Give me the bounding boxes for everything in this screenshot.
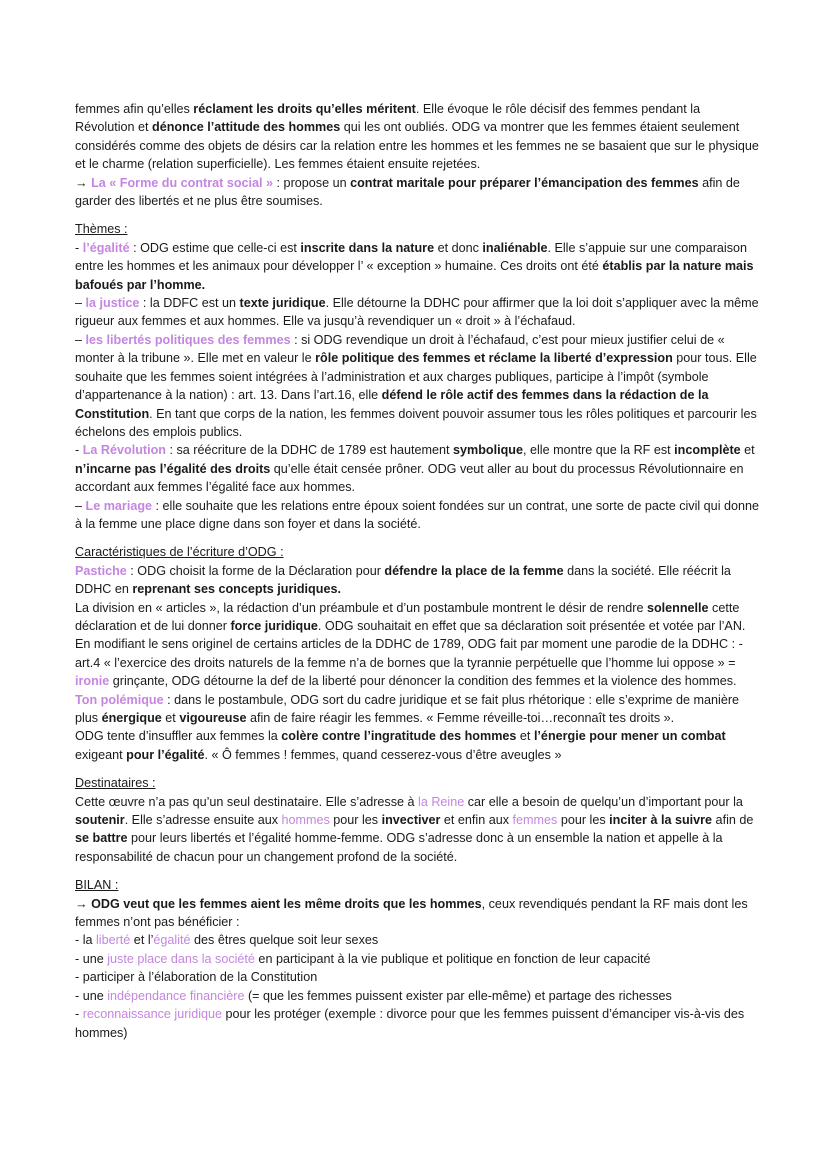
bold-text: inaliénable — [482, 240, 548, 255]
bold-text: → ODG veut que les femmes aient les même droits que les hommes — [75, 896, 482, 911]
bold-text: se battre — [75, 831, 128, 846]
bilan-heading: BILAN : — [75, 878, 119, 893]
text-run: : ODG estime que celle-ci est — [129, 240, 301, 255]
highlight-keyword: Ton polémique — [75, 692, 164, 707]
bold-text: inscrite dans la nature — [300, 240, 435, 255]
bold-text: reprenant ses concepts juridiques. — [132, 582, 341, 597]
highlight-keyword: Le mariage — [85, 498, 153, 513]
text-run: . Elle s’adresse ensuite aux — [124, 813, 282, 828]
bold-text: défendre la place de la femme — [384, 563, 564, 578]
text-run: et donc — [434, 240, 483, 255]
destinataires-section — [75, 774, 760, 866]
text-run: , ceux revendiqués pendant la RF mais dont les femmes n’ont pas bénéficier : — [75, 896, 748, 930]
theme-justice — [75, 294, 760, 331]
text-run: : sa réécriture de la DDHC de 1789 est hautement — [165, 443, 453, 458]
text-run: - — [75, 240, 83, 255]
highlight-text: indépendance financière — [107, 988, 245, 1003]
bold-text: vigoureuse — [179, 711, 247, 725]
text-run: qu’elle était censée prôner. ODG veut aller au bout du processus Révolutionnaire en accordant aux femmes l’égalité face aux hommes. — [75, 461, 744, 495]
text-run: – — [75, 296, 86, 311]
themes-section — [75, 220, 760, 533]
text-run: dans la société. Elle réécrit la DDHC en — [75, 563, 731, 597]
ecriture-ton-polemique — [75, 691, 760, 728]
text-run: - une — [75, 988, 108, 1003]
text-run: femmes afin qu’elles — [75, 102, 194, 116]
destinataires-paragraph — [75, 793, 760, 867]
bold-text: rôle politique des femmes et réclame la liberté d’expression — [315, 351, 673, 366]
text-run: exigeant — [75, 747, 127, 762]
text-run: car elle a besoin de quelqu’un d’important pour la — [464, 794, 743, 809]
text-run: cette déclaration et de lui donner — [75, 600, 740, 633]
highlight-text: femmes — [512, 813, 558, 828]
highlight-keyword: les libertés politiques des femmes — [85, 332, 291, 347]
text-run: : propose un — [273, 175, 351, 190]
text-run: : si ODG revendique un droit à l’échafaud, c’est pour mieux justifier celui de « monter à la tribune ». Elle met en valeur le — [75, 332, 725, 366]
bold-text: texte juridique — [239, 296, 326, 311]
text-run: . « Ô femmes ! femmes, quand cesserez-vous d’être aveugles » — [204, 747, 562, 762]
ecriture-parodie — [75, 635, 760, 690]
bold-text: pour l’égalité — [126, 747, 205, 762]
bilan-item — [75, 950, 760, 968]
bilan-item — [75, 987, 760, 1005]
highlight-keyword: La Révolution — [82, 443, 166, 458]
text-run: et — [161, 711, 180, 725]
bold-text: énergique — [101, 711, 162, 725]
ecriture-colere — [75, 727, 760, 764]
text-run: afin de garder des libertés et ne plus être soumises. — [75, 175, 740, 209]
intro-paragraph — [75, 100, 760, 174]
bold-text: n’incarne pas l’égalité des droits — [75, 461, 271, 476]
text-run: - une — [75, 951, 108, 966]
text-run: afin de faire réagir les femmes. « Femme réveille-toi…reconnaît tes droits ». — [246, 711, 675, 725]
bold-text: soutenir — [75, 813, 125, 828]
highlight-keyword: Pastiche — [75, 563, 127, 578]
text-run: - — [75, 443, 83, 458]
theme-revolution — [75, 441, 760, 496]
text-run: , elle montre que la RF est — [522, 443, 675, 458]
bold-text: force juridique — [230, 618, 318, 633]
text-run: et — [740, 443, 755, 458]
highlight-text: la Reine — [418, 794, 465, 809]
theme-egalite — [75, 239, 760, 294]
text-run: qui les ont oubliés. ODG va montrer que les femmes étaient seulement considérés comme des objets de désirs car la relation entre les hommes et les femmes ne se basaient que sur le physique et le charme (relation superficielle). Les femmes étaient ensuite rejetées. — [75, 120, 759, 172]
destinataires-heading: Destinataires : — [75, 776, 156, 791]
bilan-item — [75, 1005, 760, 1042]
themes-heading: Thèmes : — [75, 222, 128, 237]
text-run: et — [516, 729, 534, 744]
text-run: afin de — [712, 813, 754, 828]
text-run: : ODG choisit la forme de la Déclaration pour — [126, 563, 385, 578]
bilan-item — [75, 931, 760, 949]
text-run: et l’ — [130, 933, 154, 948]
text-run: : la DDFC est un — [139, 296, 240, 311]
intro-section — [75, 100, 760, 210]
text-run: pour leurs libertés et l’égalité homme-femme. ODG s’adresse donc à un ensemble la nation et appelle à la responsabilité de chacun pour un changement profond de la société. — [75, 831, 723, 864]
text-run: . Elle s’appuie sur une comparaison entre les hommes et les animaux pour développer l’ « exception » humaine. Ces droits ont été — [75, 240, 747, 274]
highlight-keyword: La « Forme du contrat social » — [91, 175, 274, 190]
document-body — [75, 100, 760, 1042]
text-run: La division en « articles », la rédaction d’un préambule et d’un postambule montrent le désir de rendre — [75, 600, 647, 615]
bold-text: dénonce l’attitude des hommes — [152, 120, 341, 135]
text-run: . Elle détourne la DDHC pour affirmer que la loi doit s’appliquer avec la même rigueur aux femmes et aux hommes. Elle va jusqu’à revendiquer un « droit » à l’échafaud. — [75, 296, 759, 329]
bold-text: l’énergie pour mener un combat — [533, 729, 726, 744]
bold-text: établis par la nature mais bafoués par l’homme. — [75, 259, 754, 292]
text-run: en participant à la vie publique et politique en fonction de leur capacité — [254, 951, 651, 966]
highlight-text: juste place dans la société — [107, 951, 255, 966]
bilan-summary — [75, 895, 760, 932]
text-run: - — [75, 1007, 83, 1022]
text-run: : dans le postambule, ODG sort du cadre juridique et se fait plus rhétorique : elle s’exprime de manière plus — [75, 692, 740, 725]
text-run: – — [75, 498, 86, 513]
ecriture-section — [75, 543, 760, 764]
bold-text: invectiver — [381, 813, 441, 828]
bold-text: défend le rôle actif des femmes dans la rédaction de la Constitution — [75, 388, 709, 421]
bold-text: solennelle — [646, 600, 709, 615]
theme-mariage — [75, 497, 760, 534]
text-run: . En tant que corps de la nation, les femmes doivent pouvoir assumer tous les rôles politiques et parcourir les échelons des emplois publics. — [75, 406, 757, 439]
text-run: - participer à l’élaboration de la Constitution — [75, 970, 318, 985]
ecriture-heading: Caractéristiques de l’écriture d’ODG : — [75, 545, 284, 560]
text-run: pour les protéger (exemple : divorce pour que les femmes puissent d’émanciper vis-à-vis des hommes) — [75, 1007, 745, 1040]
highlight-keyword: l’égalité — [82, 240, 130, 255]
bold-text: réclament les droits qu’elles méritent — [193, 102, 416, 116]
highlight-text: reconnaissance juridique — [82, 1007, 223, 1022]
text-run: En modifiant le sens originel de certains articles de la DDHC de 1789, ODG fait par moment une parodie de la DDHC : - art.4 « l’exercice des droits naturels de la femme n’a de bornes que la tyrannie perpétuelle que l’homme lui oppose » = — [75, 637, 743, 670]
text-run: grinçante, ODG détourne la def de la liberté pour dénoncer la condition des femmes et la violence des hommes. — [109, 674, 737, 689]
highlight-keyword: ironie — [75, 674, 110, 689]
ecriture-pastiche — [75, 562, 760, 599]
bold-text: → — [75, 175, 92, 190]
theme-libertes-politiques — [75, 331, 760, 441]
text-run: et enfin aux — [440, 813, 513, 828]
highlight-text: liberté — [96, 933, 131, 948]
text-run: des êtres quelque soit leur sexes — [190, 933, 379, 948]
bold-text: symbolique — [452, 443, 523, 458]
text-run: : elle souhaite que les relations entre époux soient fondées sur un contrat, une sorte de pacte civil qui donne à la femme une place digne dans son foyer et dans la société. — [75, 498, 760, 531]
text-run: - la — [75, 933, 96, 948]
text-run: – — [75, 332, 86, 347]
text-run: pour tous. Elle souhaite que les femmes soient intégrées à l’administration et aux charges publiques, participe à l’impôt (symbole d’appartenance à la nation) : art. 13. Dans l’art.16, elle — [75, 351, 757, 403]
text-run: ODG tente d’insuffler aux femmes la — [75, 729, 282, 744]
bold-text: colère contre l’ingratitude des hommes — [281, 729, 517, 744]
text-run: . ODG souhaitait en effet que sa déclaration soit présentée et votée par l’AN. — [317, 618, 746, 633]
ecriture-division — [75, 599, 760, 636]
text-run: pour les — [557, 813, 610, 828]
bilan-item — [75, 968, 760, 986]
text-run: (= que les femmes puissent exister par elle-même) et partage des richesses — [244, 988, 672, 1003]
bilan-section — [75, 876, 760, 1042]
highlight-text: hommes — [281, 813, 330, 828]
text-run: . Elle évoque le rôle décisif des femmes pendant la Révolution et — [75, 102, 701, 135]
text-run: Cette œuvre n’a pas qu’un seul destinataire. Elle s’adresse à — [75, 794, 419, 809]
text-run: pour les — [329, 813, 382, 828]
contrat-social-paragraph — [75, 174, 760, 211]
highlight-keyword: la justice — [85, 296, 140, 311]
bold-text: incomplète — [674, 443, 741, 458]
highlight-text: égalité — [153, 933, 191, 948]
bold-text: inciter à la suivre — [609, 813, 713, 828]
bold-text: contrat maritale pour préparer l’émancipation des femmes — [350, 175, 699, 190]
